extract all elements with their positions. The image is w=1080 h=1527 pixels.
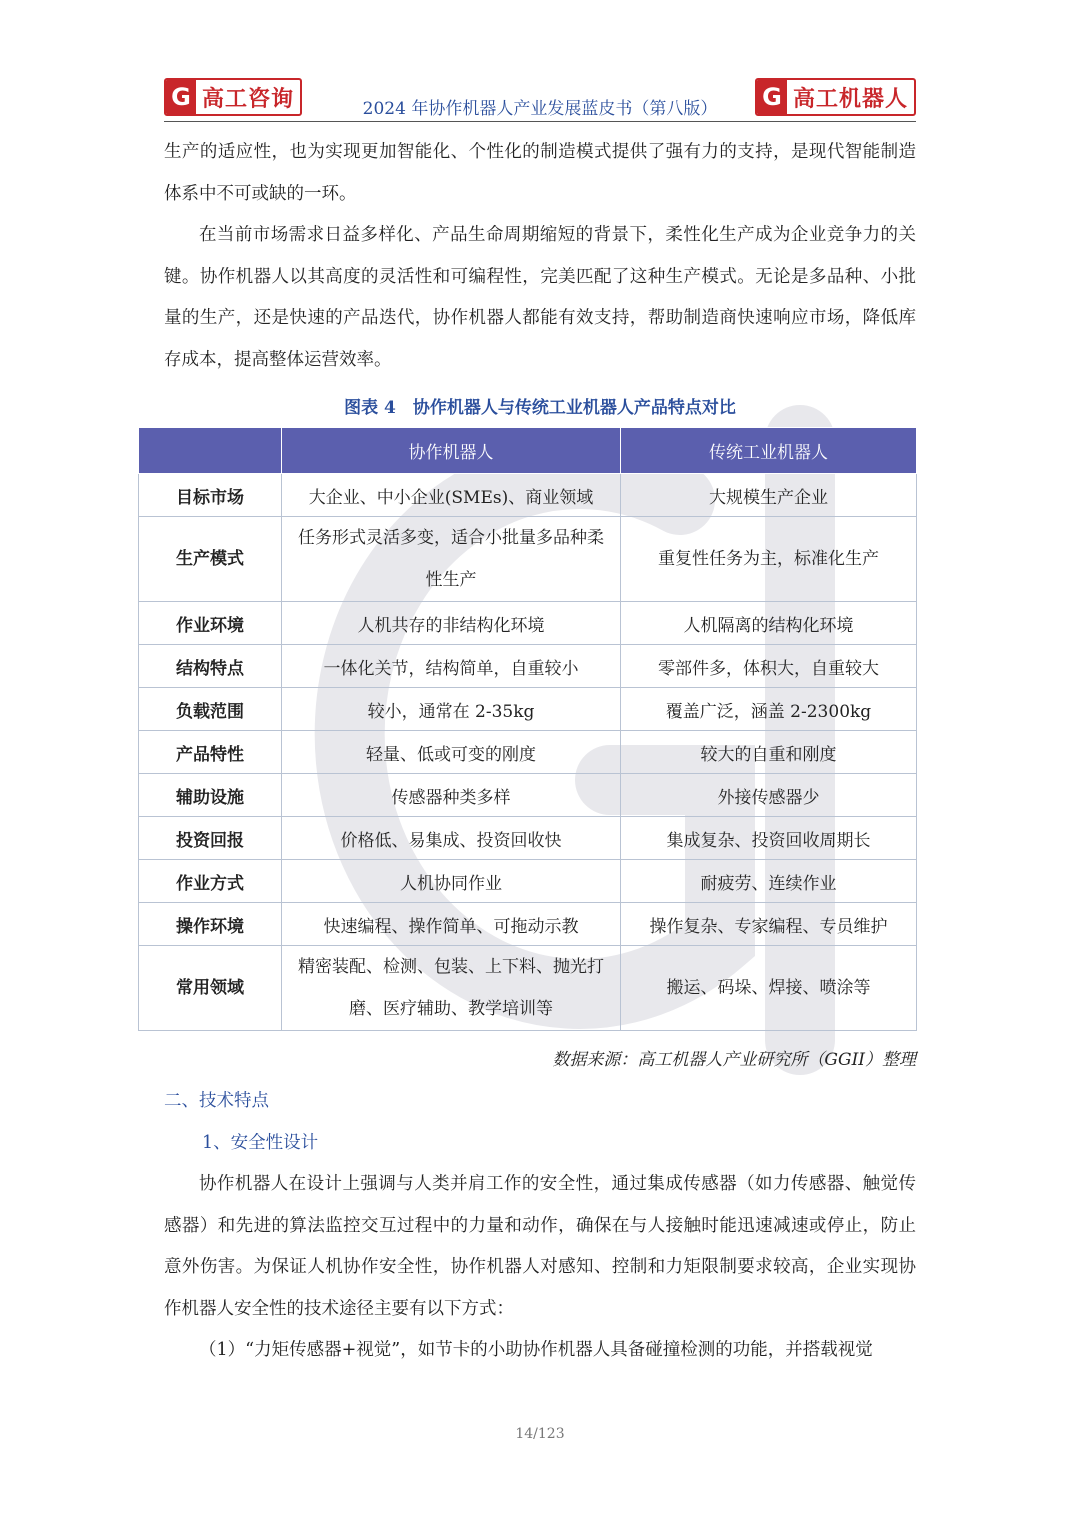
comparison-table bbox=[138, 427, 917, 1031]
gaogong-robot-logo bbox=[755, 78, 916, 116]
table-row bbox=[139, 602, 917, 645]
industrial-cell: 重复性任务为主，标准化生产 bbox=[621, 517, 917, 602]
table-row bbox=[139, 517, 917, 602]
section-heading: 二、技术特点 bbox=[164, 1091, 269, 1111]
data-source-note: 数据来源：高工机器人产业研究所（GGII）整理 bbox=[552, 1050, 916, 1070]
table-row bbox=[139, 860, 917, 903]
paragraph: 协作机器人在设计上强调与人类并肩工作的安全性，通过集成传感器（如力传感器、触觉传感器）和先进的算法监控交互过程中的力量和动作，确保在与人接触时能迅速减速或停止，防止意外伤害。为保证人机协作安全性，协作机器人对感知、控制和力矩限制要求较高，企业实现协作机器人安全性的技术途径主要有以下方式： bbox=[164, 1174, 916, 1319]
column-header-industrial: 传统工业机器人 bbox=[621, 428, 917, 474]
table-row bbox=[139, 903, 917, 946]
industrial-cell: 零部件多，体积大，自重较大 bbox=[621, 645, 917, 688]
header-divider bbox=[164, 121, 916, 122]
row-label: 操作环境 bbox=[139, 903, 282, 946]
industrial-cell: 大规模生产企业 bbox=[621, 474, 917, 517]
table-header-row bbox=[139, 428, 917, 474]
intro-text bbox=[164, 132, 916, 428]
industrial-cell: 较大的自重和刚度 bbox=[621, 731, 917, 774]
industrial-cell: 搬运、码垛、焊接、喷涂等 bbox=[621, 946, 917, 1031]
cobot-cell: 轻量、低或可变的刚度 bbox=[282, 731, 621, 774]
cobot-cell: 任务形式灵活多变，适合小批量多品种柔性生产 bbox=[282, 517, 621, 602]
row-label: 结构特点 bbox=[139, 645, 282, 688]
cobot-cell: 精密装配、检测、包装、上下料、抛光打磨、医疗辅助、教学培训等 bbox=[282, 946, 621, 1031]
industrial-cell: 覆盖广泛，涵盖 2-2300kg bbox=[621, 688, 917, 731]
logo-text: 高工机器人 bbox=[787, 82, 914, 113]
row-label: 负载范围 bbox=[139, 688, 282, 731]
cobot-cell: 人机协同作业 bbox=[282, 860, 621, 903]
cobot-cell: 人机共存的非结构化环境 bbox=[282, 602, 621, 645]
page-number: 14/123 bbox=[515, 1426, 565, 1442]
gaogong-consulting-logo bbox=[164, 78, 302, 116]
cobot-cell: 快速编程、操作简单、可拖动示教 bbox=[282, 903, 621, 946]
row-label: 投资回报 bbox=[139, 817, 282, 860]
table-row bbox=[139, 645, 917, 688]
industrial-cell: 外接传感器少 bbox=[621, 774, 917, 817]
cobot-cell: 价格低、易集成、投资回收快 bbox=[282, 817, 621, 860]
table-row bbox=[139, 817, 917, 860]
row-label: 作业方式 bbox=[139, 860, 282, 903]
figure-caption: 图表 4 协作机器人与传统工业机器人产品特点对比 bbox=[344, 398, 736, 418]
row-label: 常用领域 bbox=[139, 946, 282, 1031]
paragraph: 在当前市场需求日益多样化、产品生命周期缩短的背景下，柔性化生产成为企业竞争力的关键。协作机器人以其高度的灵活性和可编程性，完美匹配了这种生产模式。无论是多品种、小批量的生产，还是快速的产品迭代，协作机器人都能有效支持，帮助制造商快速响应市场，降低库存成本，提高整体运营效率。 bbox=[164, 225, 916, 370]
cobot-cell: 一体化关节，结构简单，自重较小 bbox=[282, 645, 621, 688]
paragraph: 生产的适应性，也为实现更加智能化、个性化的制造模式提供了强有力的支持，是现代智能制造体系中不可或缺的一环。 bbox=[164, 142, 916, 204]
cobot-cell: 传感器种类多样 bbox=[282, 774, 621, 817]
industrial-cell: 操作复杂、专家编程、专员维护 bbox=[621, 903, 917, 946]
table-row bbox=[139, 688, 917, 731]
row-label: 作业环境 bbox=[139, 602, 282, 645]
column-header-cobot: 协作机器人 bbox=[282, 428, 621, 474]
row-label: 产品特性 bbox=[139, 731, 282, 774]
logo-text: 高工咨询 bbox=[196, 82, 300, 113]
industrial-cell: 人机隔离的结构化环境 bbox=[621, 602, 917, 645]
page-header bbox=[164, 78, 916, 122]
subsection-heading: 1、安全性设计 bbox=[202, 1133, 319, 1153]
cobot-cell: 较小，通常在 2-35kg bbox=[282, 688, 621, 731]
row-label: 目标市场 bbox=[139, 474, 282, 517]
cobot-cell: 大企业、中小企业(SMEs)、商业领域 bbox=[282, 474, 621, 517]
column-header-blank bbox=[139, 428, 282, 474]
table-row bbox=[139, 474, 917, 517]
paragraph: （1）“力矩传感器+视觉”，如节卡的小助协作机器人具备碰撞检测的功能，并搭载视觉 bbox=[199, 1340, 873, 1360]
industrial-cell: 耐疲劳、连续作业 bbox=[621, 860, 917, 903]
tech-features-section bbox=[164, 1080, 916, 1372]
table-row bbox=[139, 946, 917, 1031]
logo-mark: G bbox=[757, 80, 787, 114]
document-title: 2024 年协作机器人产业发展蓝皮书（第八版） bbox=[362, 99, 718, 119]
row-label: 生产模式 bbox=[139, 517, 282, 602]
table-row bbox=[139, 774, 917, 817]
industrial-cell: 集成复杂、投资回收周期长 bbox=[621, 817, 917, 860]
row-label: 辅助设施 bbox=[139, 774, 282, 817]
logo-mark: G bbox=[166, 80, 196, 114]
table-row bbox=[139, 731, 917, 774]
